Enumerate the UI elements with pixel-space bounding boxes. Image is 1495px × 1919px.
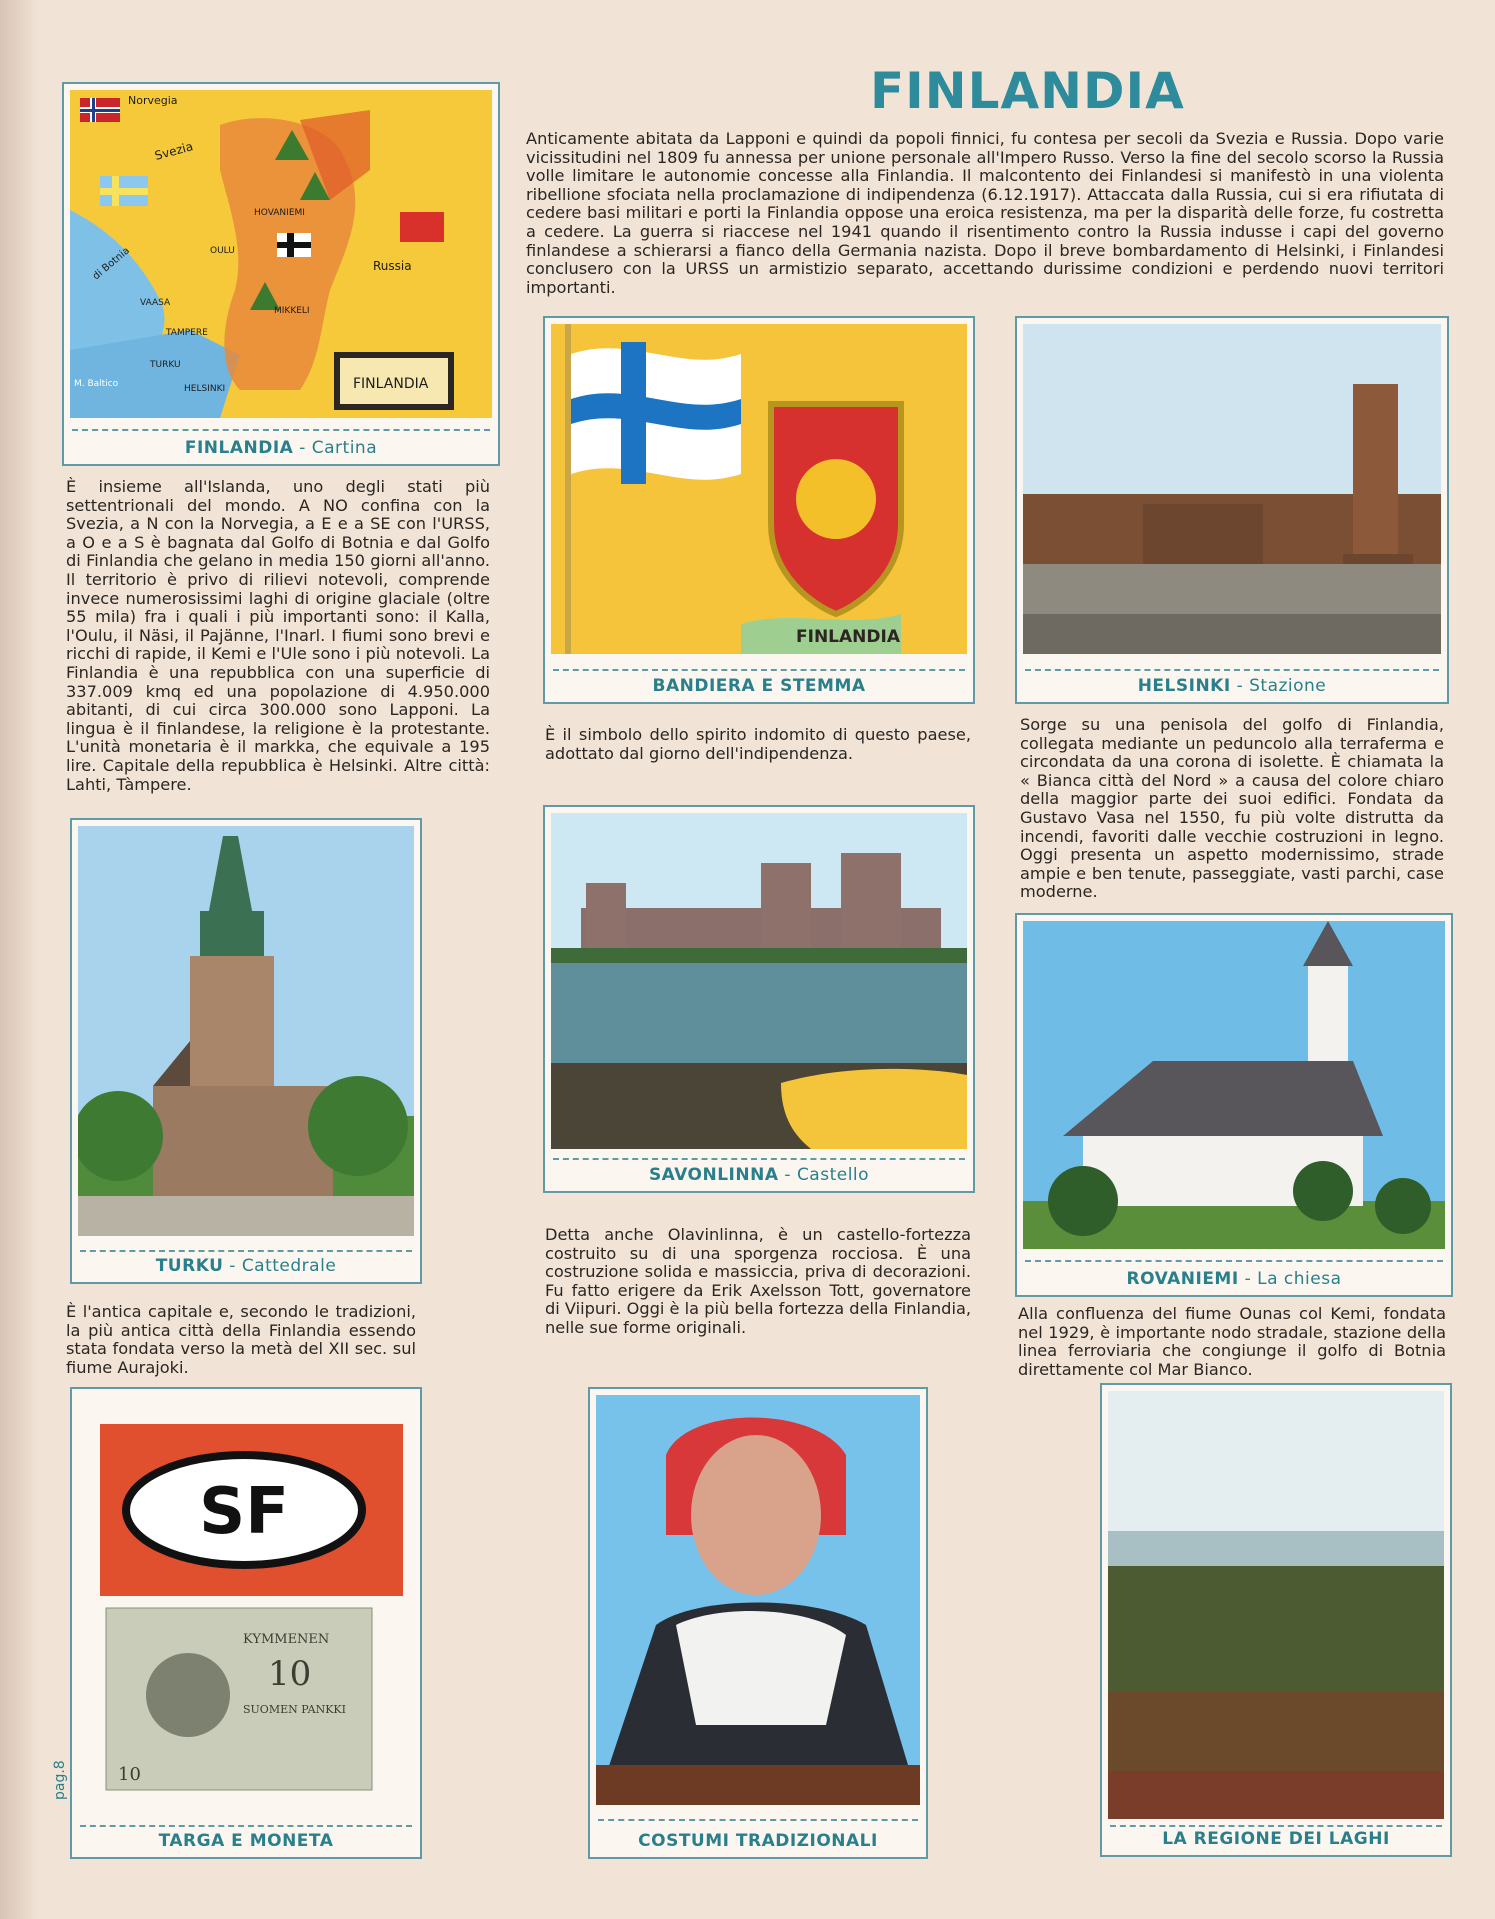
card-savonlinna bbox=[543, 805, 975, 1193]
caption-flag: BANDIERA E STEMMA bbox=[652, 676, 866, 696]
intro-text: Anticamente abitata da Lapponi e quindi da popoli finnici, fu contesa per secoli da Svezia e Russia. Dopo varie vicissitudini nel 1809 fu annessa per unione personale all'Impero Russo. Verso la fine del secolo scorso la Russia volle limitare le autonomie concesse alla Finlandia. Il malcontento dei Finlandesi si manifestò in una violenta ribellione sfociata nella proclamazione di indipendenza (6.12.1917). Attaccata dalla Russia, cui si era rifiutata di cedere basi militari e porti la Finlandia oppose una eroica resistenza, ma per la disparità delle forze, fu costretta a cedere. La guerra si riaccese nel 1941 quando il risentimento contro la Russia indusse i capi del governo finlandese a schierarsi a fianco della Germania nazista. Dopo il breve bombardamento di Helsinki, i Finlandesi conclusero con la URSS un armistizio separato, accettando durissime condizioni e perdendo nuovi territori importanti. bbox=[526, 129, 1444, 297]
card-turku bbox=[70, 818, 422, 1284]
rovaniemi-image bbox=[1023, 921, 1445, 1249]
divider bbox=[553, 1158, 965, 1160]
rovaniemi-text: Alla confluenza del fiume Ounas col Kemi, fondata nel 1929, è importante nodo stradale, stazione della linea ferroviaria che congiunge il golfo di Botnia direttamente col Mar Bianco. bbox=[1018, 1304, 1446, 1379]
flag-banner-text: FINLANDIA bbox=[796, 627, 900, 647]
page-title: FINLANDIA bbox=[870, 62, 1185, 120]
note-corner: 10 bbox=[118, 1764, 141, 1785]
divider bbox=[1025, 669, 1439, 671]
plate-text: SF bbox=[199, 1475, 289, 1549]
card-flag bbox=[543, 316, 975, 704]
divider bbox=[553, 669, 965, 671]
savonlinna-image bbox=[551, 813, 967, 1149]
map-label-3: HOVANIEMI bbox=[254, 208, 305, 218]
page-number: pag.8 bbox=[52, 1760, 68, 1800]
map-label-6: VAASA bbox=[140, 298, 171, 308]
card-costumes bbox=[588, 1387, 928, 1859]
caption-costumes: COSTUMI TRADIZIONALI bbox=[638, 1831, 878, 1851]
caption-lakes: LA REGIONE DEI LAGHI bbox=[1162, 1829, 1390, 1849]
caption-rovaniemi: ROVANIEMI - La chiesa bbox=[1126, 1269, 1342, 1289]
caption-plate: TARGA E MONETA bbox=[158, 1831, 334, 1851]
card-plate bbox=[70, 1387, 422, 1859]
map-image bbox=[70, 90, 492, 418]
divider bbox=[1025, 1260, 1443, 1262]
country-text: È insieme all'Islanda, uno degli stati più settentrionali del mondo. A NO confina con la Svezia, a N con la Norvegia, a E e a SE con l'URSS, a O e a S è bagnata dal Golfo di Botnia e dal Golfo di Finlandia che gelano in media 150 giorni all'anno. Il territorio è privo di rilievi notevoli, comprende invece numerosissimi laghi di origine glaciale (oltre 55 mila) fra i quali i più importanti sono: il Kalla, l'Oulu, il Näsi, il Pajänne, l'Inarl. I fiumi sono brevi e ricchi di rapide, il Kemi e l'Ule sono i più notevoli. La Finlandia è una repubblica con una superficie di 337.009 kmq ed una popolazione di 4.950.000 abitanti, di cui circa 300.000 sono Lapponi. La lingua è il finlandese, la religione è la protestante. L'unità monetaria è il markka, che equivale a 195 lire. Capitale della repubblica è Helsinki. Altre città: Lahti, Tàmpere. bbox=[66, 477, 490, 794]
helsinki-text: Sorge su una penisola del golfo di Finlandia, collegata mediante un peduncolo alla terraferma e circondata da una corona di isolette. È chiamata la « Bianca città del Nord » a causa del colore chiaro della maggior parte dei suoi edifici. Fondata da Gustavo Vasa nel 1550, fu più volte distrutta da incendi, favoriti dalle vecchie costruzioni in legno. Oggi presenta un aspetto modernissimo, strade ampie e ben tenute, passeggiate, vasti parchi, case moderne. bbox=[1020, 715, 1444, 902]
map-label-1: Svezia bbox=[153, 139, 195, 163]
helsinki-image bbox=[1023, 324, 1441, 654]
flag-image bbox=[551, 324, 967, 654]
map-label-7: TAMPERE bbox=[166, 328, 208, 338]
costumes-image bbox=[596, 1395, 920, 1805]
card-helsinki bbox=[1015, 316, 1449, 704]
note-top: KYMMENEN bbox=[243, 1632, 330, 1647]
divider bbox=[598, 1819, 918, 1821]
map-label-4: OULU bbox=[210, 246, 235, 256]
note-value: 10 bbox=[268, 1654, 312, 1694]
divider bbox=[1110, 1825, 1442, 1827]
map-box-label: FINLANDIA bbox=[353, 376, 429, 392]
page-edge bbox=[0, 0, 40, 1919]
savonlinna-text: Detta anche Olavinlinna, è un castello-fortezza costruito su di una sporgenza rocciosa. È una costruzione solida e massiccia, priva di decorazioni. Fu fatto erigere da Erik Axelsson Tott, governatore di Viipuri. Oggi è la più bella fortezza della Finlandia, nelle sue forme originali. bbox=[545, 1225, 972, 1337]
lakes-image bbox=[1108, 1391, 1444, 1819]
caption-turku: TURKU - Cattedrale bbox=[155, 1256, 337, 1276]
flag-text: È il simbolo dello spirito indomito di questo paese, adottato dal giorno dell'indipendenza. bbox=[545, 725, 971, 763]
map-label-5: di Botnia bbox=[90, 245, 132, 283]
turku-text: È l'antica capitale e, secondo le tradizioni, la più antica città della Finlandia essendo stata fondata verso la metà del XII sec. sul fiume Aurajoki. bbox=[66, 1302, 416, 1377]
caption-map: FINLANDIA - Cartina bbox=[184, 438, 378, 458]
plate-image bbox=[78, 1395, 414, 1807]
divider bbox=[80, 1250, 412, 1252]
note-name: SUOMEN PANKKI bbox=[243, 1703, 346, 1716]
map-label-8: MIKKELI bbox=[274, 306, 310, 316]
divider bbox=[72, 429, 490, 431]
map-label-11: M. Baltico bbox=[74, 379, 119, 389]
card-map bbox=[62, 82, 500, 466]
map-label-0: Norvegia bbox=[128, 94, 178, 107]
caption-savonlinna: SAVONLINNA - Castello bbox=[648, 1165, 870, 1185]
map-label-9: TURKU bbox=[150, 360, 181, 370]
card-lakes bbox=[1100, 1383, 1452, 1857]
map-label-10: HELSINKI bbox=[184, 384, 226, 394]
caption-helsinki: HELSINKI - Stazione bbox=[1137, 676, 1327, 696]
turku-image bbox=[78, 826, 414, 1236]
map-label-2: Russia bbox=[373, 259, 412, 273]
divider bbox=[80, 1825, 412, 1827]
card-rovaniemi bbox=[1015, 913, 1453, 1297]
